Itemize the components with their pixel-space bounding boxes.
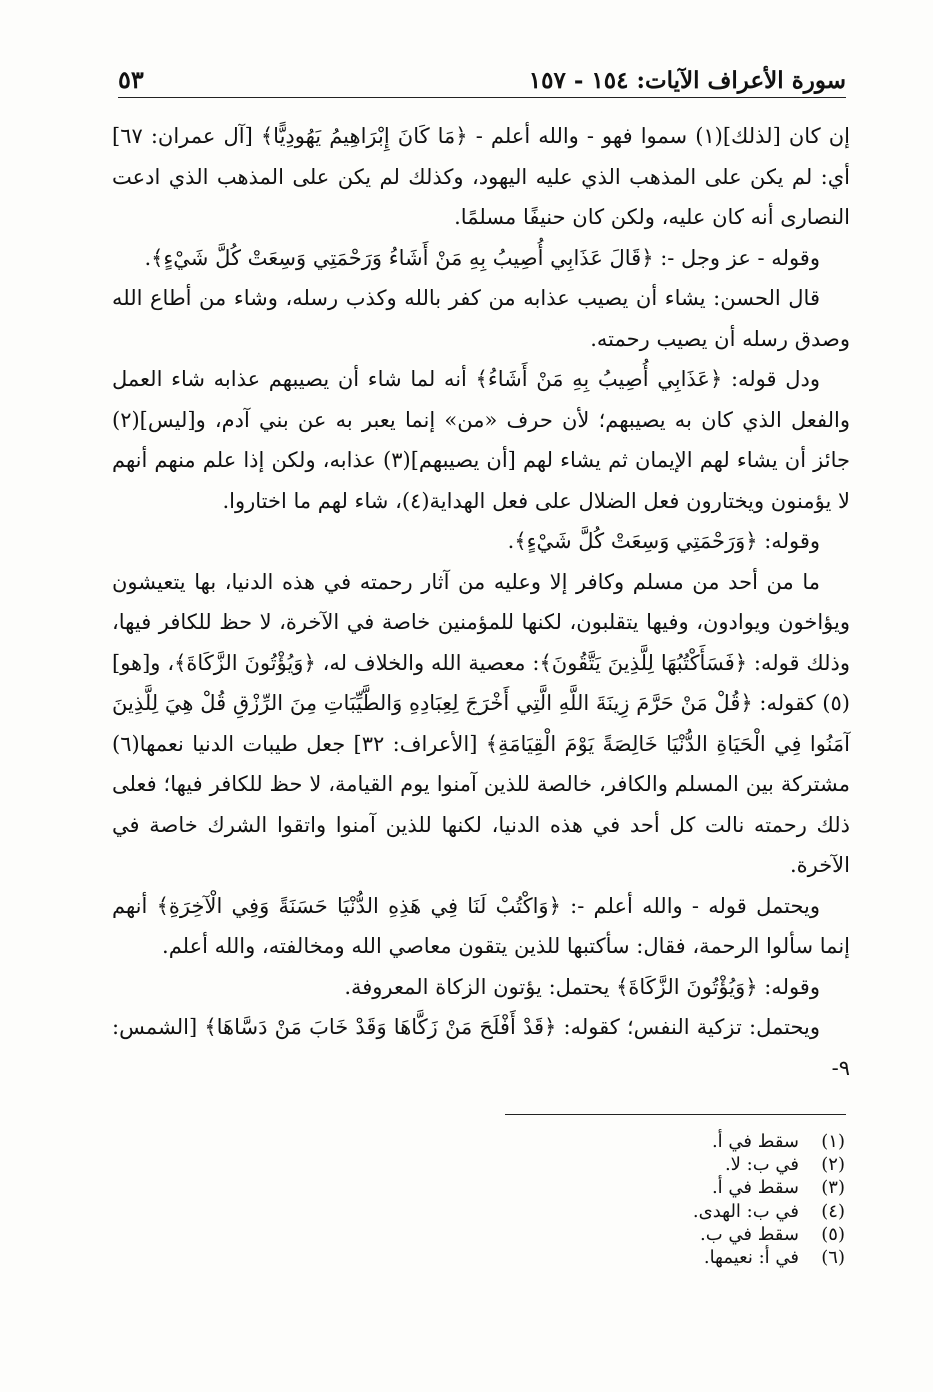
footnotes-list	[460, 1130, 845, 1269]
page-header	[118, 58, 846, 94]
main-text	[112, 116, 850, 1088]
footnote-number: (٥)	[821, 1223, 845, 1245]
paragraph: وقوله: ﴿وَيُؤْتُونَ الزَّكَاةَ﴾ يحتمل: يؤتون الزكاة المعروفة.	[344, 974, 820, 999]
footnote-number: (٢)	[821, 1154, 845, 1176]
footnote-number: (٣)	[821, 1177, 845, 1199]
footnote-text: سقط في أ.	[711, 1131, 799, 1152]
running-title: سورة الأعراف الآيات: ١٥٤ - ١٥٧	[528, 67, 846, 94]
footnote-text: في ب: الهدى.	[692, 1200, 799, 1222]
page-number: ٥٣	[118, 65, 144, 94]
paragraph: ما من أحد من مسلم وكافر إلا وعليه من آثار رحمته في هذه الدنيا، بها يتعيشون ويؤاخون ويوادون، وفيها يتقلبون، لكنها للمؤمنين خاصة في الآخرة، لا حظ للكافر فيها، وذلك قوله: ﴿فَسَأَكْتُبُهَا لِلَّذِينَ يَتَّقُونَ﴾: معصية الله والخلاف له، ﴿وَيُؤْتُونَ الزَّكَاةَ﴾، و[هو](٥) كقوله: ﴿قُلْ مَنْ حَرَّمَ زِينَةَ اللَّهِ الَّتِي أَخْرَجَ لِعِبَادِهِ وَالطَّيِّبَاتِ مِنَ الرِّزْقِ قُلْ هِيَ لِلَّذِينَ آمَنُوا فِي الْحَيَاةِ الدُّنْيَا خَالِصَةً يَوْمَ الْقِيَامَةِ﴾ [الأعراف: ٣٢] جعل طيبات الدنيا نعمها(٦) مشتركة بين المسلم والكافر، خالصة للذين آمنوا يوم القيامة، لا حظ للكافر فيها؛ فعلى ذلك رحمته نالت كل أحد في هذه الدنيا، لكنها للذين آمنوا واتقوا الشرك خاصة في الآخرة.	[112, 569, 850, 877]
footnote	[460, 1153, 845, 1176]
paragraph: ويحتمل: تزكية النفس؛ كقوله: ﴿قَدْ أَفْلَحَ مَنْ زَكَّاهَا وَقَدْ خَابَ مَنْ دَسَّاهَا﴾ [الشمس: ٩-	[112, 1015, 850, 1080]
paragraph: ودل قوله: ﴿عَذَابِي أُصِيبُ بِهِ مَنْ أَشَاءُ﴾ أنه لما شاء أن يصيبهم عذابه شاء العمل والفعل الذي كان به يصيبهم؛ لأن حرف «من» إنما يعبر به عن بني آدم، و[ليس](٢) جائز أن يشاء لهم الإيمان ثم يشاء لهم [أن يصيبهم](٣) عذابه، ولكن إذا علم منهم أنهم لا يؤمنون ويختارون فعل الضلال على فعل الهداية(٤)، شاء لهم ما اختاروا.	[112, 367, 850, 513]
paragraph: قال الحسن: يشاء أن يصيب عذابه من كفر بالله وكذب رسله، وشاء من أطاع الله وصدق رسله أن يصيب رحمته.	[112, 286, 850, 351]
footnote-number: (٤)	[821, 1200, 845, 1222]
footnote	[460, 1200, 845, 1223]
footnote-number: (١)	[821, 1131, 845, 1152]
footnote-divider	[505, 1114, 846, 1115]
footnote	[460, 1176, 845, 1199]
header-divider	[118, 97, 846, 98]
paragraph: وقوله - عز وجل -: ﴿قَالَ عَذَابِي أُصِيبُ بِهِ مَنْ أَشَاءُ وَرَحْمَتِي وَسِعَتْ كُلَّ شَيْءٍ﴾.	[144, 245, 820, 270]
footnote	[460, 1246, 845, 1269]
footnote	[460, 1130, 845, 1153]
paragraph: إن كان [لذلك](١) سموا فهو - والله أعلم - ﴿مَا كَانَ إِبْرَاهِيمُ يَهُودِيًّا﴾ [آل عمران: ٦٧] أي: لم يكن على المذهب الذي عليه اليهود، وكذلك لم يكن على المذهب الذي ادعت النصارى أنه كان عليه، ولكن كان حنيفًا مسلمًا.	[112, 124, 850, 229]
footnote	[460, 1223, 845, 1246]
footnote-text: في أ: نعيمها.	[703, 1247, 799, 1269]
footnote-text: سقط في ب.	[700, 1223, 799, 1245]
paragraph: وقوله: ﴿وَرَحْمَتِي وَسِعَتْ كُلَّ شَيْءٍ﴾.	[507, 529, 820, 553]
paragraph: ويحتمل قوله - والله أعلم -: ﴿وَاكْتُبْ لَنَا فِي هَذِهِ الدُّنْيَا حَسَنَةً وَفِي الْآخِرَةِ﴾ أنهم إنما سألوا الرحمة، فقال: سأكتبها للذين يتقون معاصي الله ومخالفته، والله أعلم.	[112, 893, 850, 958]
footnote-text: سقط في أ.	[711, 1177, 799, 1199]
footnote-number: (٦)	[821, 1247, 845, 1269]
footnote-text: في ب: لا.	[724, 1154, 799, 1176]
